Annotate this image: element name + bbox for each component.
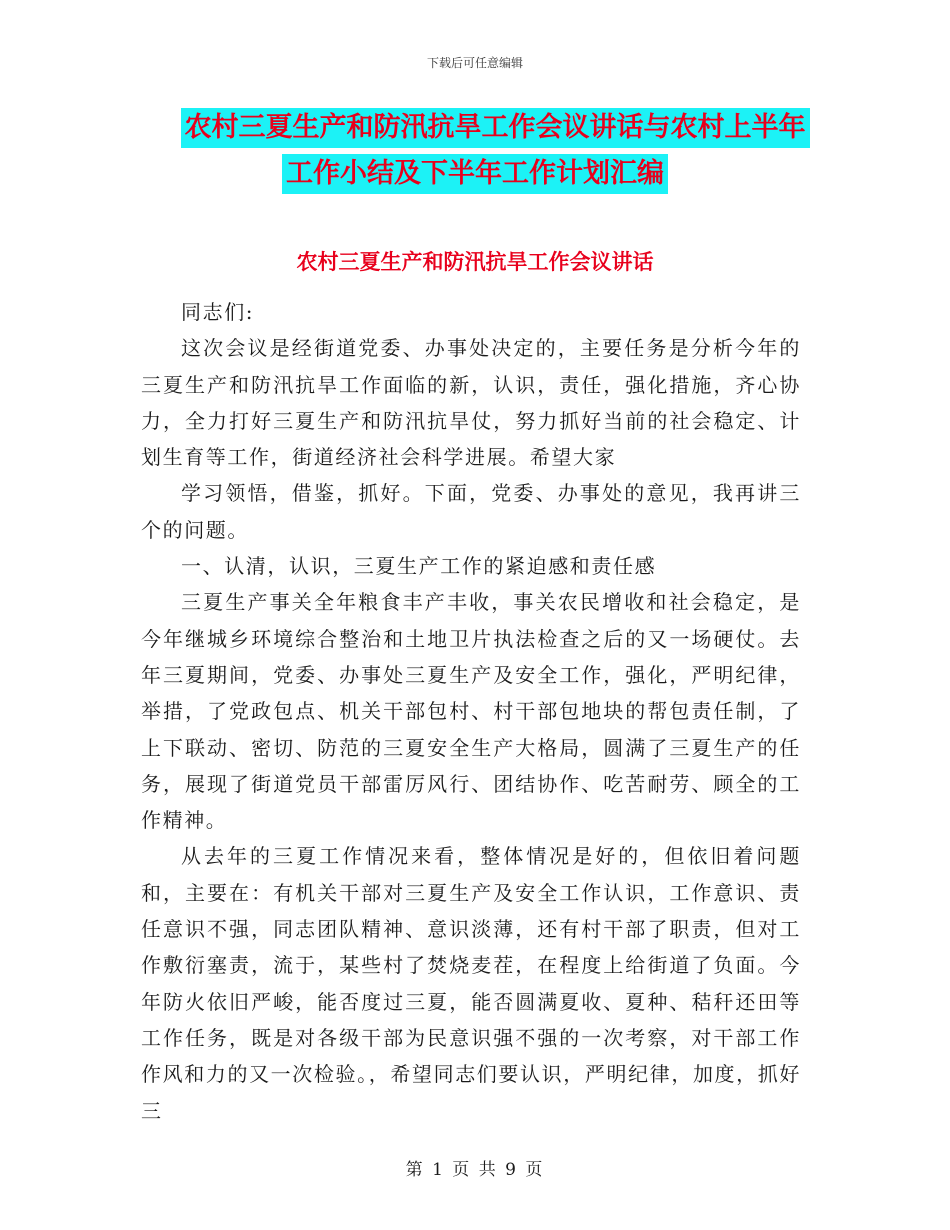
paragraph: 学习领悟，借鉴，抓好。下面，党委、办事处的意见，我再讲三个的问题。 xyxy=(141,481,801,542)
main-title-line-2: 工作小结及下半年工作计划汇编 xyxy=(282,154,668,194)
paragraph: 这次会议是经街道党委、办事处决定的，主要任务是分析今年的三夏生产和防汛抗旱工作面临的新，认识，责任，强化措施，齐心协力，全力打好三夏生产和防汛抗旱仗，努力抓好当前的社会稳定、计划生育等工作，街道经济社会科学进展。希望大家 xyxy=(141,336,801,470)
paragraph: 一、认清，认识，三夏生产工作的紧迫感和责任感 xyxy=(181,554,657,579)
section-title: 农村三夏生产和防汛抗旱工作会议讲话 xyxy=(296,250,654,274)
main-title xyxy=(0,108,950,200)
body-text xyxy=(141,294,801,1129)
main-title-line-1: 农村三夏生产和防汛抗旱工作会议讲话与农村上半年 xyxy=(181,108,810,148)
paragraph: 三夏生产事关全年粮食丰产丰收，事关农民增收和社会稳定，是今年继城乡环境综合整治和土地卫片执法检查之后的又一场硬仗。去年三夏期间，党委、办事处三夏生产及安全工作，强化，严明纪律，举措，了党政包点、机关干部包村、村干部包地块的帮包责任制，了上下联动、密切、防范的三夏安全生产大格局，圆满了三夏生产的任务，展现了街道党员干部雷厉风行、团结协作、吃苦耐劳、顾全的工作精神。 xyxy=(141,590,801,833)
paragraph: 同志们: xyxy=(181,300,255,324)
page-footer: 第 1 页 共 9 页 xyxy=(405,1160,545,1180)
paragraph: 从去年的三夏工作情况来看，整体情况是好的，但依旧着问题和，主要在：有机关干部对三夏生产及安全工作认识，工作意识、责任意识不强，同志团队精神、意识淡薄，还有村干部了职责，但对工作敷衍塞责，流于，某些村了焚烧麦茬，在程度上给街道了负面。今年防火依旧严峻，能否度过三夏，能否圆满夏收、夏种、秸秆还田等工作任务，既是对各级干部为民意识强不强的一次考察，对干部工作作风和力的又一次检验。，希望同志们要认识，严明纪律，加度，抓好三 xyxy=(141,844,801,1123)
header-note: 下载后可任意编辑 xyxy=(426,56,523,70)
